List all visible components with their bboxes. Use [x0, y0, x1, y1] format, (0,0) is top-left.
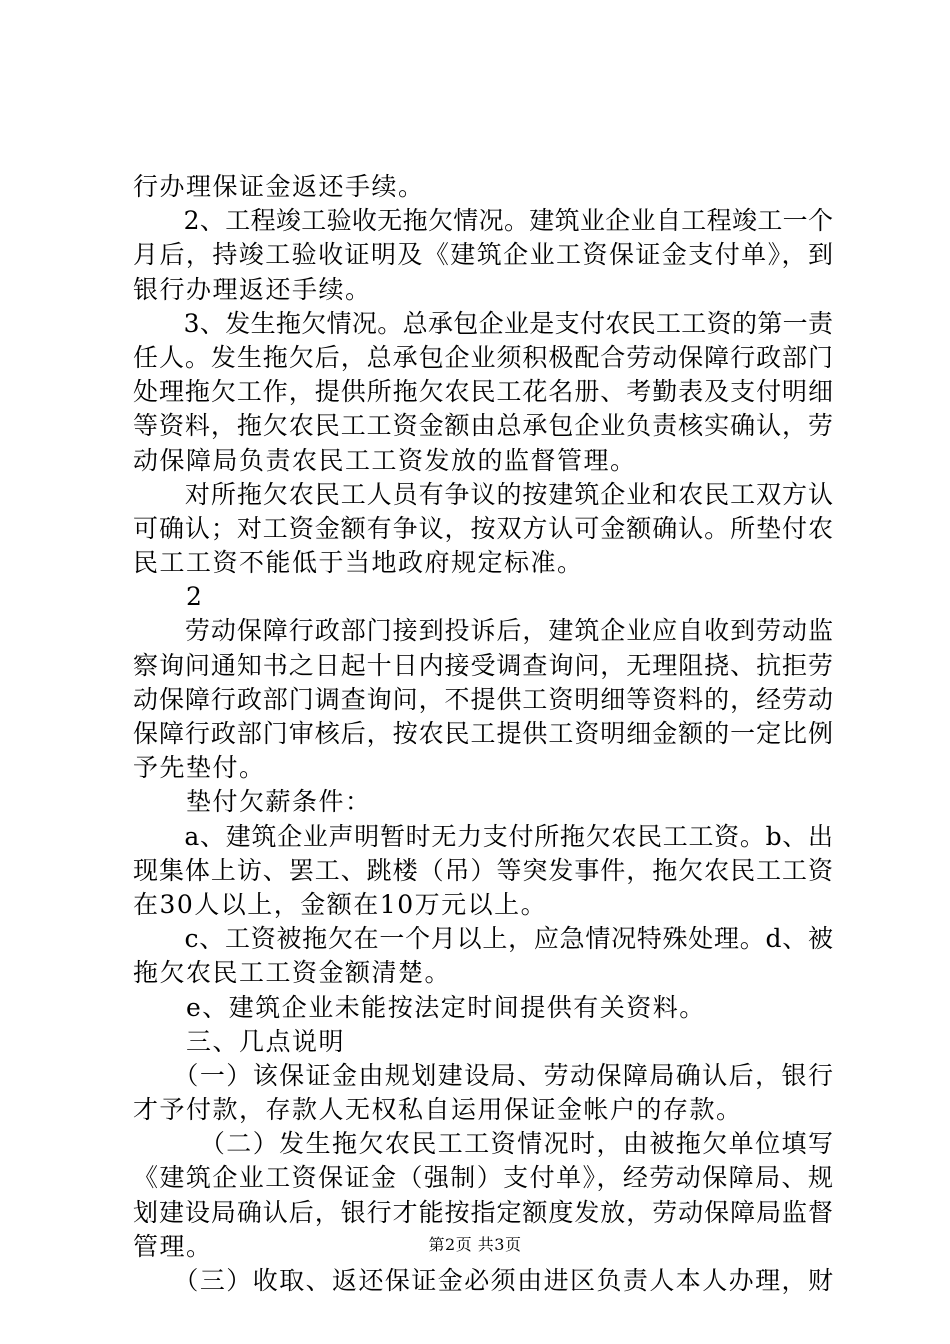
text-line: 2	[133, 582, 204, 612]
text-line: 三、几点说明	[133, 1026, 346, 1056]
text-line: 划建设局确认后，银行才能按指定额度发放，劳动保障局监督	[133, 1197, 833, 1227]
text-line: 任人。发生拖欠后，总承包企业须积极配合劳动保障行政部门	[133, 342, 833, 372]
text-line: 予先垫付。	[133, 753, 266, 783]
text-line: 动保障行政部门调查询问，不提供工资明细等资料的，经劳动	[133, 684, 833, 714]
text-line: 处理拖欠工作，提供所拖欠农民工花名册、考勤表及支付明细	[133, 377, 833, 407]
text-line: （三）收取、返还保证金必须由进区负责人本人办理，财	[133, 1266, 833, 1295]
text-line: 对所拖欠农民工人员有争议的按建筑企业和农民工双方认	[133, 479, 833, 509]
text-line: 银行办理返还手续。	[133, 274, 372, 304]
text-line: 行办理保证金返还手续。	[133, 172, 425, 201]
text-line: 在30人以上，金额在10万元以上。	[133, 889, 548, 919]
text-line: 察询问通知书之日起十日内接受调查询问，无理阻挠、抗拒劳	[133, 650, 833, 680]
text-line: 劳动保障行政部门接到投诉后，建筑企业应自收到劳动监	[133, 616, 833, 646]
text-line: 等资料，拖欠农民工工资金额由总承包企业负责核实确认，劳	[133, 411, 833, 441]
text-line: 才予付款，存款人无权私自运用保证金帐户的存款。	[133, 1095, 743, 1125]
text-line: （二）发生拖欠农民工工资情况时，由被拖欠单位填写	[133, 1129, 833, 1159]
text-line: 3、发生拖欠情况。总承包企业是支付农民工工资的第一责	[133, 308, 833, 338]
text-line: 垫付欠薪条件：	[133, 787, 372, 817]
text-line: 《建筑企业工资保证金（强制）支付单》，经劳动保障局、规	[133, 1163, 833, 1193]
text-line: 保障行政部门审核后，按农民工提供工资明细金额的一定比例	[133, 719, 833, 748]
text-line: 现集体上访、罢工、跳楼（吊）等突发事件，拖欠农民工工资	[133, 855, 833, 885]
text-line: c、工资被拖欠在一个月以上，应急情况特殊处理。d、被	[133, 924, 833, 954]
text-line: 管理。	[133, 1231, 213, 1261]
text-line: e、建筑企业未能按法定时间提供有关资料。	[133, 992, 706, 1022]
text-line: a、建筑企业声明暂时无力支付所拖欠农民工工资。b、出	[133, 821, 833, 851]
text-line: 可确认；对工资金额有争议，按双方认可金额确认。所垫付农	[133, 513, 833, 543]
text-line: 民工工资不能低于当地政府规定标准。	[133, 548, 584, 578]
text-line: 拖欠农民工工资金额清楚。	[133, 958, 452, 988]
text-line: 动保障局负责农民工工资发放的监督管理。	[133, 445, 637, 475]
text-line: 2、工程竣工验收无拖欠情况。建筑业企业自工程竣工一个	[133, 206, 833, 236]
page-footer: 第2页 共3页	[428, 1235, 522, 1254]
text-line: 月后，持竣工验收证明及《建筑企业工资保证金支付单》，到	[133, 240, 833, 270]
text-line: （一）该保证金由规划建设局、劳动保障局确认后，银行	[133, 1060, 833, 1090]
document-body	[133, 170, 833, 1298]
